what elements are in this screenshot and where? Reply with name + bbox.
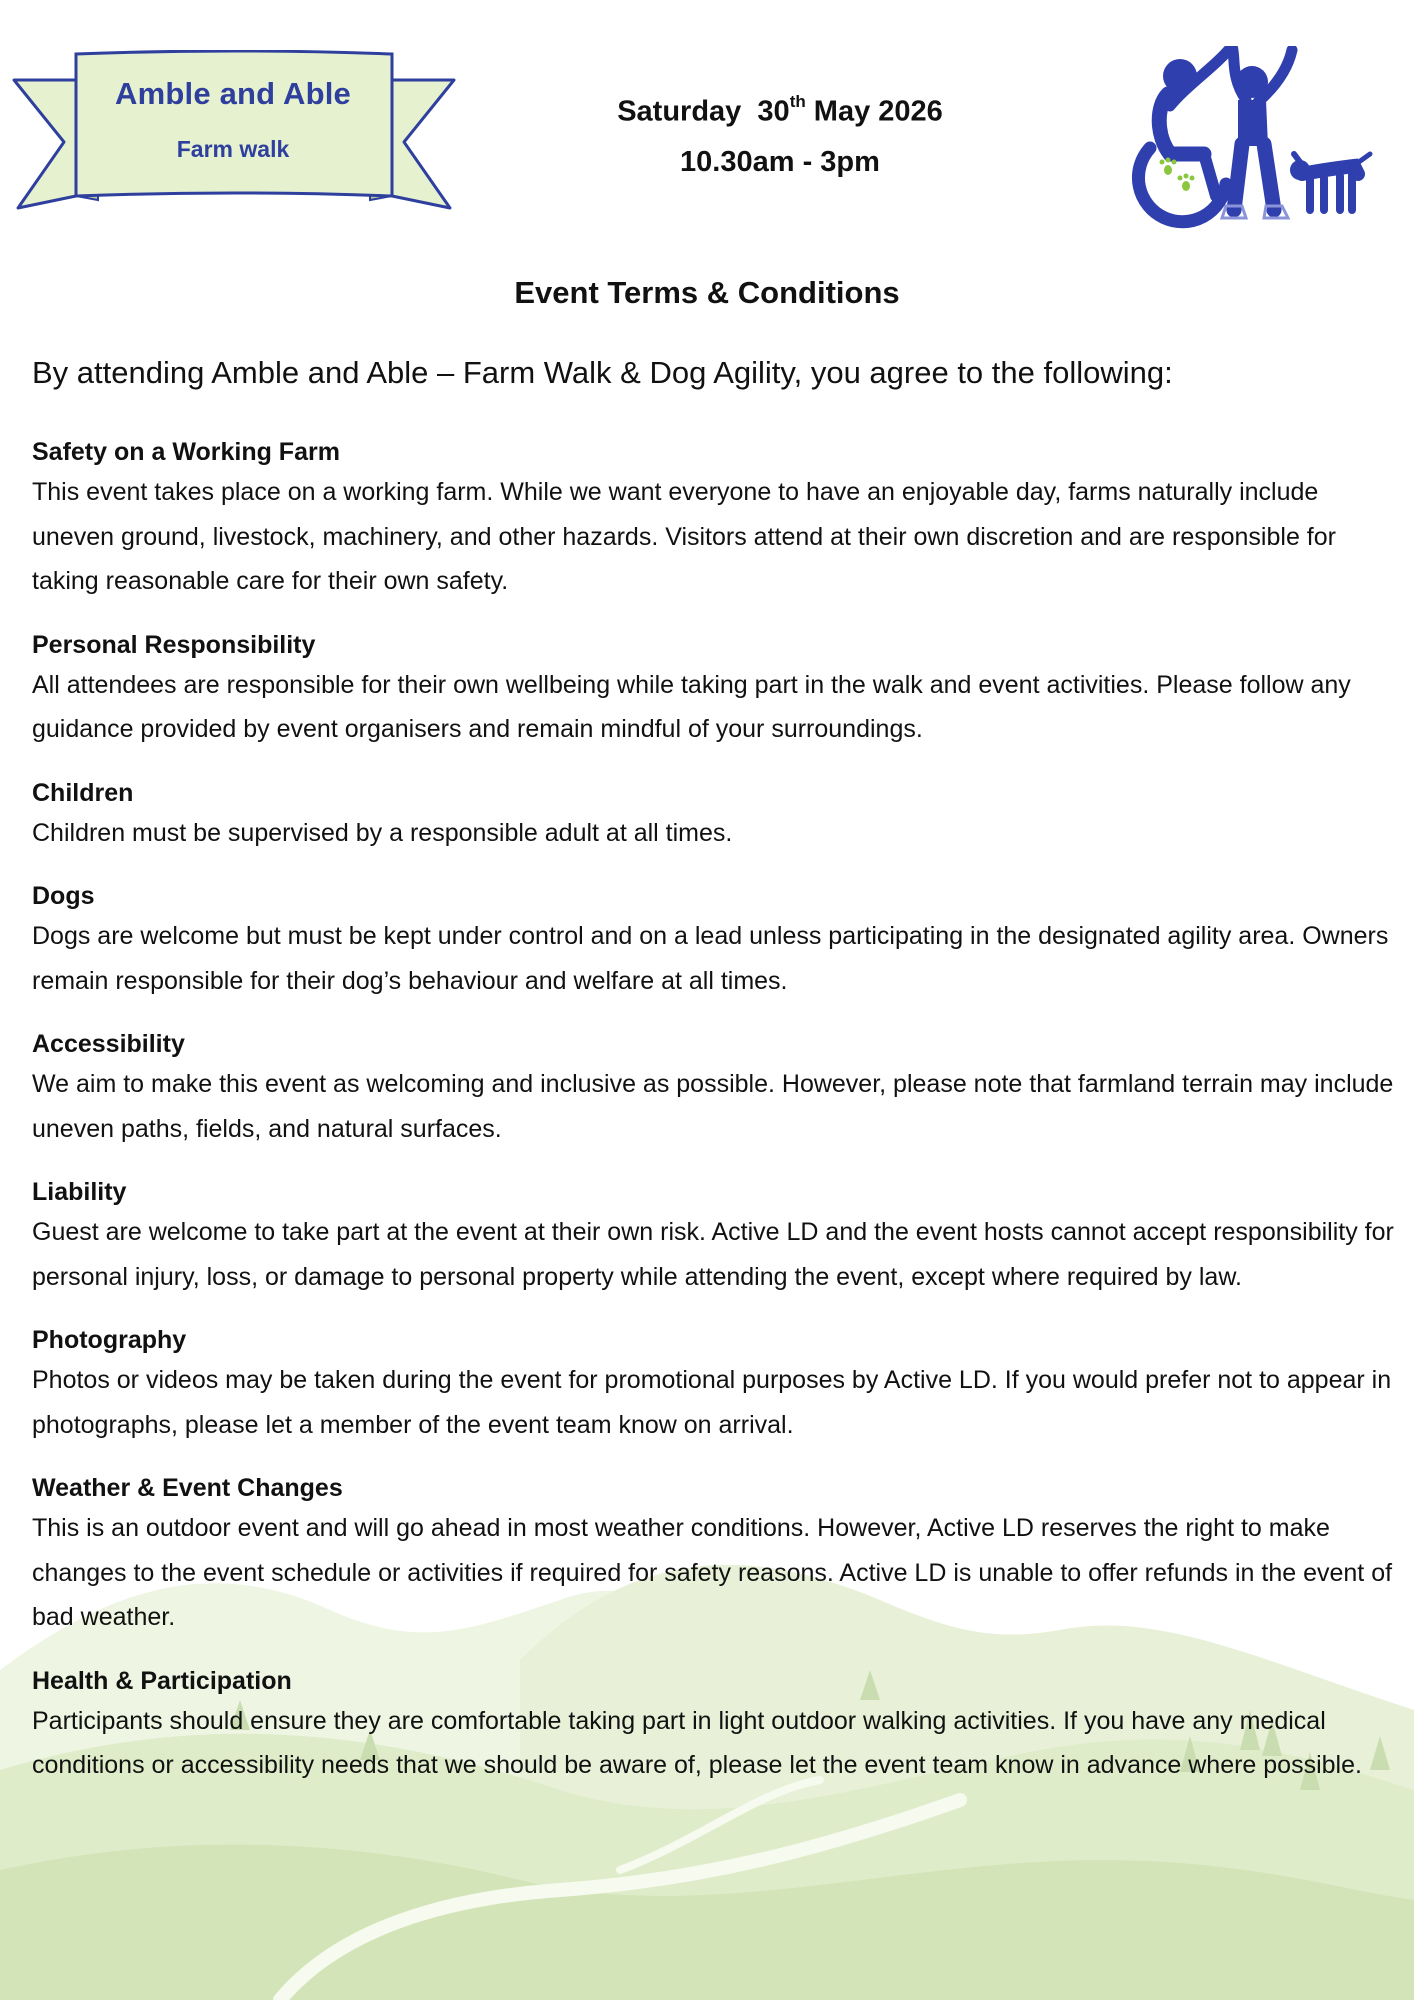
page-title: Event Terms & Conditions bbox=[514, 275, 900, 310]
section-accessibility bbox=[32, 1026, 1394, 1151]
section-heading: Safety on a Working Farm bbox=[32, 438, 340, 466]
section-body: All attendees are responsible for their own wellbeing while taking part in the walk and event activities. Please follow any guidance provided by event organisers and remain mindful of your surroundings. bbox=[32, 670, 1351, 743]
section-health bbox=[32, 1663, 1394, 1788]
event-date bbox=[560, 80, 1000, 137]
wheelchair-walker-dog-logo-icon bbox=[1126, 46, 1374, 230]
section-heading: Health & Participation bbox=[32, 1666, 292, 1695]
section-body: Dogs are welcome but must be kept under control and on a lead unless participating in the designated agility area. Owners remain responsible for their dog’s behaviour and welfare at all times. bbox=[32, 922, 1389, 995]
section-heading: Photography bbox=[32, 1326, 187, 1354]
section-heading: Accessibility bbox=[32, 1030, 185, 1058]
section-heading: Personal Responsibility bbox=[32, 630, 316, 659]
section-dogs bbox=[32, 878, 1394, 1003]
section-weather bbox=[32, 1470, 1394, 1640]
banner-title: Amble and Able bbox=[115, 76, 351, 111]
section-body: Children must be supervised by a responsible adult at all times. bbox=[32, 818, 733, 847]
section-liability bbox=[32, 1174, 1394, 1299]
section-heading: Children bbox=[32, 778, 134, 807]
section-safety bbox=[32, 434, 1394, 604]
section-personal-responsibility bbox=[32, 627, 1394, 752]
intro-text: By attending Amble and Able – Farm Walk & Dog Agility, you agree to the following: bbox=[32, 355, 1173, 390]
date-suffix: th bbox=[789, 92, 806, 111]
section-body: This event takes place on a working farm. While we want everyone to have an enjoyable day, farms naturally include uneven ground, livestock, machinery, and other hazards. Visitors attend at their own discretion and are responsible for taking reasonable care for their own safety. bbox=[32, 478, 1336, 595]
section-children bbox=[32, 775, 1394, 856]
section-body: We aim to make this event as welcoming and inclusive as possible. However, please note that farmland terrain may include uneven paths, fields, and natural surfaces. bbox=[32, 1070, 1394, 1143]
section-heading: Liability bbox=[32, 1178, 127, 1206]
section-body: Guest are welcome to take part at the event at their own risk. Active LD and the event hosts cannot accept responsibility for personal injury, loss, or damage to personal property while attending the event, except where required by law. bbox=[32, 1218, 1394, 1291]
terms-sections bbox=[32, 434, 1394, 1811]
section-heading: Dogs bbox=[32, 882, 95, 910]
section-body: Participants should ensure they are comfortable taking part in light outdoor walking activities. If you have any medical conditions or accessibility needs that we should be aware of, please let the event team know in advance where possible. bbox=[32, 1706, 1362, 1779]
date-month-year: May 2026 bbox=[813, 95, 943, 128]
event-date-block bbox=[560, 80, 1000, 187]
date-number: 30 bbox=[757, 95, 790, 128]
banner-ribbon-icon bbox=[12, 50, 456, 210]
event-time: 10.30am - 3pm bbox=[680, 145, 880, 178]
banner-subtitle: Farm walk bbox=[176, 136, 290, 162]
section-body: This is an outdoor event and will go ahead in most weather conditions. However, Active LD reserves the right to make changes to the event schedule or activities if required for safety reasons. Active LD is unable to offer refunds in the event of bad weather. bbox=[32, 1514, 1393, 1631]
date-day: Saturday bbox=[617, 95, 742, 128]
section-photography bbox=[32, 1322, 1394, 1447]
section-heading: Weather & Event Changes bbox=[32, 1474, 343, 1502]
section-body: Photos or videos may be taken during the event for promotional purposes by Active LD. If you would prefer not to appear in photographs, please let a member of the event team know on arrival. bbox=[32, 1366, 1392, 1439]
